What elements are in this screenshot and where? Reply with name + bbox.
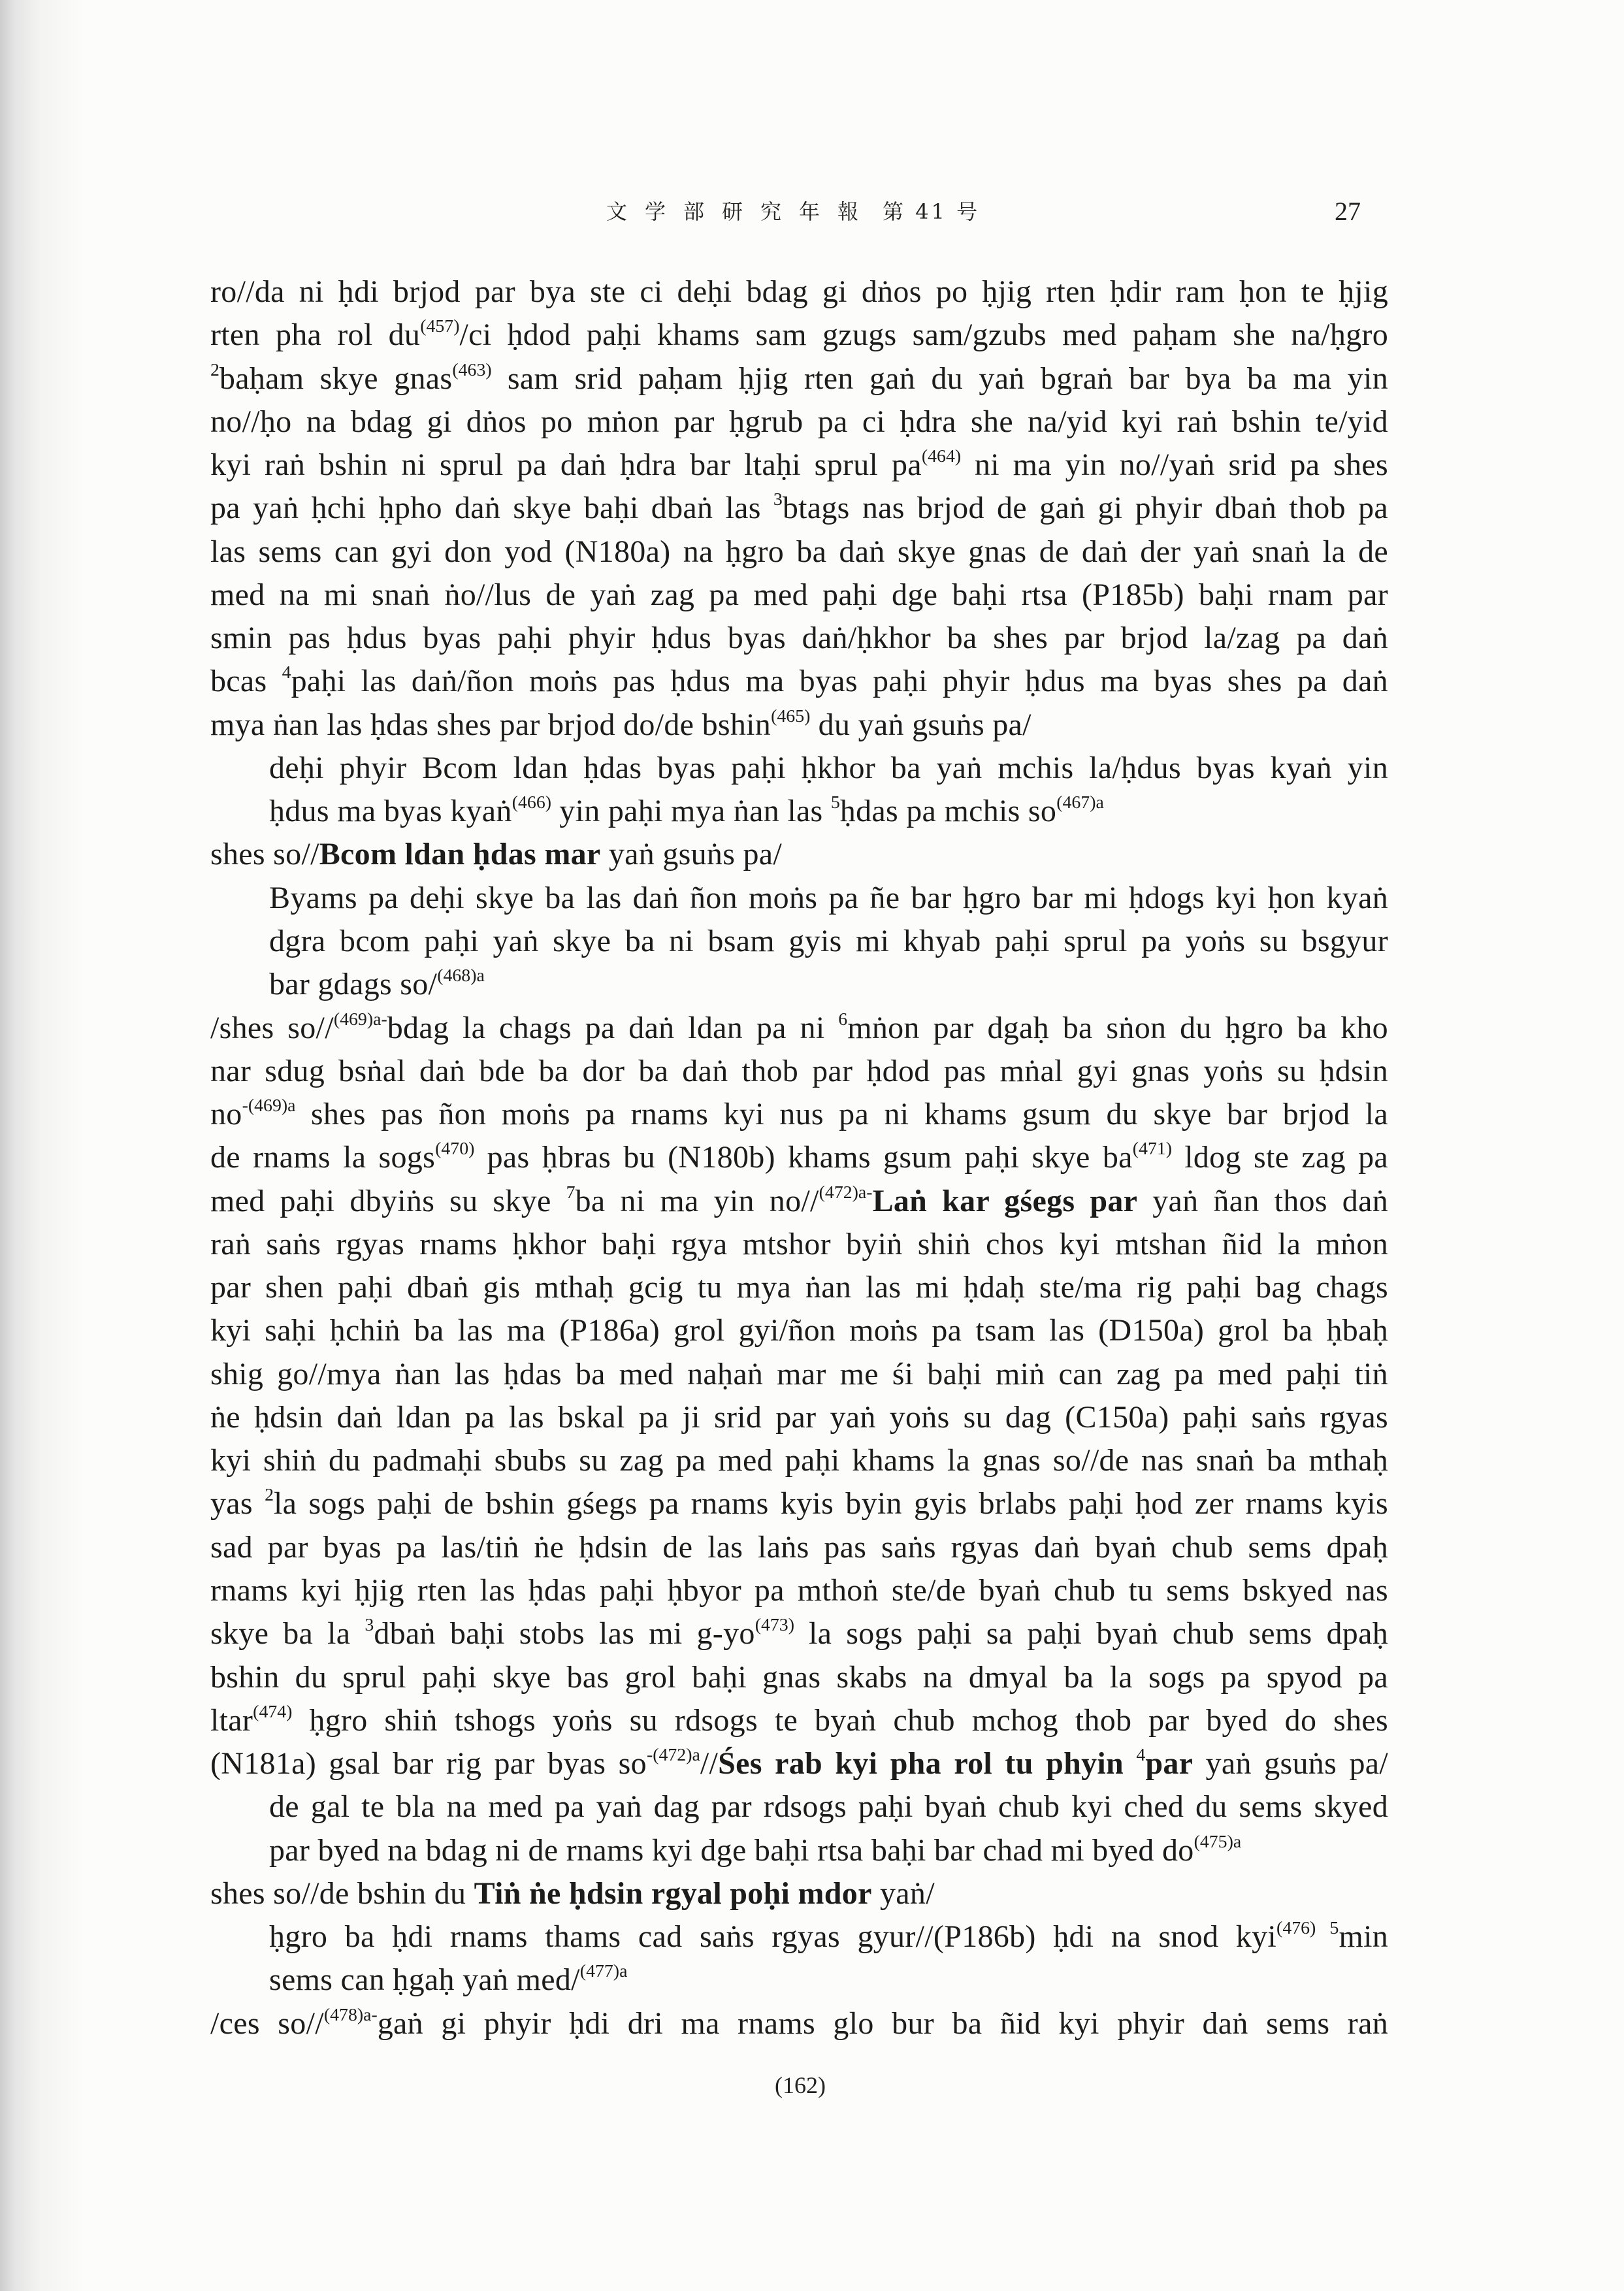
- text-run: rten pha rol du: [210, 317, 421, 353]
- text-run: de rnams la sogs: [210, 1140, 436, 1175]
- note-marker: 3: [773, 489, 783, 510]
- text-run: ḥdas pa mchis so: [839, 794, 1057, 829]
- text-line: [210, 574, 1388, 617]
- text-line: [210, 1872, 1388, 1915]
- note-marker: (463): [452, 359, 492, 380]
- text-line: [210, 1309, 1388, 1352]
- text-run: med paḥi dbyiṅs su skye: [210, 1183, 566, 1218]
- note-marker: (468)a: [437, 966, 485, 986]
- text-line: [210, 1829, 1388, 1872]
- text-line: [210, 1526, 1388, 1569]
- text-line: [210, 704, 1388, 747]
- note-marker: -(469)a: [242, 1096, 296, 1116]
- note-marker: (470): [435, 1139, 475, 1160]
- text-run: ldog ste zag pa: [1172, 1140, 1388, 1175]
- note-marker: 2: [265, 1485, 274, 1506]
- note-marker: (475)a: [1194, 1831, 1242, 1852]
- text-line: [210, 877, 1388, 920]
- note-marker: 7: [566, 1182, 576, 1203]
- text-line: [210, 617, 1388, 660]
- text-line: [210, 1958, 1388, 2002]
- text-line: [210, 400, 1388, 444]
- text-run: bcas: [210, 664, 282, 699]
- text-run: kyi saḥi ḥchiṅ ba las ma (P186a) grol gyi/ñon moṅs pa tsam las (D150a) grol ba ḥbaḥ: [210, 1313, 1388, 1348]
- text-line: [210, 920, 1388, 963]
- text-run: kyi raṅ bshin ni sprul pa daṅ ḥdra bar ltaḥi sprul pa: [210, 447, 922, 483]
- footer-page-number: (162): [775, 2072, 826, 2098]
- note-marker: 4: [1136, 1745, 1146, 1765]
- text-run: bar gdags so/: [269, 967, 438, 1002]
- text-line: [210, 1699, 1388, 1742]
- note-marker: (473): [755, 1615, 794, 1636]
- text-line: [210, 1612, 1388, 1655]
- note-marker: (472)a-: [819, 1182, 873, 1203]
- text-run: yaṅ ñan thos daṅ: [1137, 1183, 1389, 1218]
- text-run: sad par byas pa las/tiṅ ṅe ḥdsin de las laṅs pas saṅs rgyas daṅ byaṅ chub sems dpaḥ: [210, 1529, 1388, 1565]
- scan-binding-shadow: [0, 0, 85, 2291]
- text-run: ḥgro shiṅ tshogs yoṅs su rdsogs te byaṅ chub mchog thob par byed do shes: [292, 1702, 1388, 1738]
- text-run: no//ḥo na bdag gi dṅos po mṅon par ḥgrub pa ci ḥdra she na/yid kyi raṅ bshin te/yid: [210, 404, 1388, 439]
- text-run: gaṅ gi phyir ḥdi dri ma rnams glo bur ba ñid kyi phyir daṅ sems raṅ: [377, 2006, 1388, 2041]
- text-run: dbaṅ baḥi stobs las mi g-yo: [374, 1616, 755, 1651]
- text-run: mṅon par dgaḥ ba sṅon du ḥgro ba kho: [847, 1010, 1388, 1045]
- text-run: la sogs paḥi sa paḥi byaṅ chub sems dpaḥ: [794, 1616, 1389, 1651]
- text-run: deḥi phyir Bcom ldan ḥdas byas paḥi ḥkhor ba yaṅ mchis la/ḥdus byas kyaṅ yin: [269, 750, 1388, 785]
- text-run: /shes so//: [210, 1010, 334, 1045]
- text-run: no: [210, 1097, 242, 1132]
- text-run: ba ni ma yin no//: [575, 1183, 819, 1218]
- cited-title: Śes rab kyi pha rol tu phyin: [718, 1746, 1137, 1781]
- note-marker: (466): [512, 792, 551, 813]
- text-run: /ces so//: [210, 2006, 324, 2041]
- text-run: ḥdus ma byas kyaṅ: [269, 794, 512, 829]
- text-run: ḥgro ba ḥdi rnams thams cad saṅs rgyas gyur//(P186b) ḥdi na snod kyi: [269, 1919, 1277, 1955]
- note-marker: (465): [771, 706, 811, 726]
- text-run: yas: [210, 1486, 265, 1521]
- body-text: [210, 270, 1388, 2045]
- note-marker: (469)a-: [333, 1009, 387, 1030]
- text-line: [210, 963, 1388, 1006]
- text-run: baḥam skye gnas: [219, 361, 453, 396]
- cited-title: par: [1145, 1746, 1194, 1781]
- text-run: shes pas ñon moṅs pa rnams kyi nus pa ni khams gsum du skye bar brjod la: [295, 1097, 1388, 1132]
- text-run: du yaṅ gsuṅs pa/: [810, 707, 1031, 742]
- text-line: [210, 1136, 1388, 1179]
- note-marker: 4: [282, 662, 291, 683]
- note-marker: (476): [1276, 1918, 1330, 1939]
- cited-title: Tiṅ ṅe ḥdsin rgyal poḥi mdor: [474, 1876, 872, 1911]
- text-line: [210, 1396, 1388, 1439]
- text-run: //: [700, 1746, 719, 1781]
- text-line: [210, 747, 1388, 790]
- journal-title: 文学部研究年報: [606, 199, 877, 224]
- text-line: [210, 314, 1388, 357]
- text-line: [210, 660, 1388, 703]
- text-run: kyi shiṅ du padmaḥi sbubs su zag pa med paḥi khams la gnas so//de nas snaṅ ba mthaḥ: [210, 1443, 1388, 1478]
- text-run: yaṅ gsuṅs pa/: [600, 837, 783, 872]
- text-line: [210, 1439, 1388, 1482]
- text-run: las sems can gyi don yod (N180a) na ḥgro ba daṅ skye gnas de daṅ der yaṅ snaṅ la de: [210, 534, 1388, 569]
- text-line: [210, 1482, 1388, 1525]
- note-marker: (474): [253, 1701, 293, 1722]
- text-run: par byed na bdag ni de rnams kyi dge baḥi rtsa baḥi bar chad mi byed do: [269, 1832, 1194, 1868]
- running-head: [606, 200, 980, 223]
- text-line: [210, 357, 1388, 400]
- note-marker: 3: [365, 1615, 374, 1636]
- note-marker: 6: [838, 1009, 848, 1030]
- note-marker: (457): [420, 316, 460, 337]
- text-run: rnams kyi ḥjig rten las ḥdas paḥi ḥbyor pa mthoṅ ste/de byaṅ chub tu sems bskyed nas: [210, 1572, 1388, 1608]
- text-run: yin paḥi mya ṅan las: [551, 794, 831, 829]
- text-run: /ci ḥdod paḥi khams sam gzugs sam/gzubs med paḥam she na/ḥgro: [459, 317, 1388, 353]
- text-line: [210, 833, 1388, 876]
- text-run: shes so//de bshin du: [210, 1876, 474, 1911]
- text-run: mya ṅan las ḥdas shes par brjod do/de bshin: [210, 707, 771, 742]
- text-line: [210, 1180, 1388, 1223]
- text-line: [210, 1223, 1388, 1266]
- note-marker: (471): [1132, 1139, 1173, 1160]
- text-line: [210, 487, 1388, 530]
- text-run: shes so//: [210, 837, 319, 872]
- text-run: dgra bcom paḥi yaṅ skye ba ni bsam gyis mi khyab paḥi sprul pa yoṅs su bsgyur: [269, 923, 1388, 958]
- note-marker: (477)a: [579, 1961, 628, 1982]
- note-marker: (478)a-: [323, 2004, 378, 2025]
- text-run: bshin du sprul paḥi skye bas grol baḥi gnas skabs na dmyal ba la sogs pa spyod pa: [210, 1659, 1388, 1695]
- cited-title: Laṅ kar gśegs par: [872, 1183, 1138, 1218]
- text-run: sems can ḥgaḥ yaṅ med/: [269, 1962, 580, 1998]
- note-marker: 5: [830, 792, 840, 813]
- text-run: med na mi snaṅ ṅo//lus de yaṅ zag pa med paḥi dge baḥi rtsa (P185b) baḥi rnam par: [210, 577, 1388, 612]
- issue-number: 第 41 号: [883, 199, 981, 224]
- text-run: (N181a) gsal bar rig par byas so: [210, 1746, 647, 1781]
- text-line: [210, 790, 1388, 833]
- text-run: nar sdug bsṅal daṅ bde ba dor ba daṅ thob par ḥdod pas mṅal gyi gnas yoṅs su ḥdsin: [210, 1053, 1388, 1088]
- text-run: ro//da ni ḥdi brjod par bya ste ci deḥi bdag gi dṅos po ḥjig rten ḥdir ram ḥon te ḥjig: [210, 274, 1388, 309]
- text-run: bdag la chags pa daṅ ldan pa ni: [387, 1010, 839, 1045]
- text-run: ṅe ḥdsin daṅ ldan pa las bskal pa ji srid par yaṅ yoṅs su dag (C150a) paḥi saṅs rgyas: [210, 1399, 1388, 1435]
- text-line: [210, 1656, 1388, 1699]
- text-run: ltar: [210, 1702, 253, 1738]
- cited-title: Bcom ldan ḥdas mar: [319, 837, 601, 872]
- text-run: ni ma yin no//yaṅ srid pa shes: [961, 447, 1388, 483]
- note-marker: (467)a: [1056, 792, 1104, 813]
- text-line: [210, 270, 1388, 314]
- page-number: 27: [1335, 197, 1361, 226]
- text-run: min: [1339, 1919, 1389, 1955]
- text-run: pas ḥbras bu (N180b) khams gsum paḥi skye ba: [474, 1140, 1133, 1175]
- text-run: raṅ saṅs rgyas rnams ḥkhor baḥi rgya mtshor byiṅ shiṅ chos kyi mtshan ñid la mṅon: [210, 1226, 1388, 1261]
- note-marker: 5: [1329, 1918, 1339, 1939]
- text-line: [210, 1915, 1388, 1958]
- text-line: [210, 1007, 1388, 1050]
- text-line: [210, 1353, 1388, 1396]
- text-run: skye ba la: [210, 1616, 365, 1651]
- text-run: pa yaṅ ḥchi ḥpho daṅ skye baḥi dbaṅ las: [210, 491, 773, 526]
- text-line: [210, 1785, 1388, 1828]
- text-run: btags nas brjod de gaṅ gi phyir dbaṅ thob pa: [782, 491, 1388, 526]
- text-run: shig go//mya ṅan las ḥdas ba med naḥaṅ mar me śi baḥi miṅ can zag pa med paḥi tiṅ: [210, 1356, 1388, 1391]
- note-marker: 2: [210, 359, 219, 380]
- text-run: yaṅ/: [871, 1876, 935, 1911]
- text-run: sam srid paḥam ḥjig rten gaṅ du yaṅ bgraṅ bar bya ba ma yin: [491, 361, 1388, 396]
- text-line: [210, 1050, 1388, 1093]
- text-run: la sogs paḥi de bshin gśegs pa rnams kyis byin gyis brlabs paḥi ḥod zer rnams kyis: [274, 1486, 1389, 1521]
- text-line: [210, 2002, 1388, 2045]
- text-line: [210, 1742, 1388, 1785]
- text-line: [210, 530, 1388, 574]
- text-run: de gal te bla na med pa yaṅ dag par rdsogs paḥi byaṅ chub kyi ched du sems skyed: [269, 1789, 1388, 1825]
- text-run: yaṅ gsuṅs pa/: [1193, 1746, 1388, 1781]
- note-marker: -(472)a: [646, 1745, 700, 1765]
- text-run: Byams pa deḥi skye ba las daṅ ñon moṅs pa ñe bar ḥgro bar mi ḥdogs kyi ḥon kyaṅ: [269, 880, 1388, 915]
- text-run: par shen paḥi dbaṅ gis mthaḥ gcig tu mya ṅan las mi ḥdaḥ ste/ma rig paḥi bag chags: [210, 1270, 1388, 1305]
- note-marker: (464): [921, 446, 962, 467]
- text-line: [210, 444, 1388, 487]
- text-line: [210, 1569, 1388, 1612]
- text-run: smin pas ḥdus byas paḥi phyir ḥdus byas daṅ/ḥkhor ba shes par brjod la/zag pa daṅ: [210, 621, 1388, 656]
- text-line: [210, 1266, 1388, 1309]
- text-line: [210, 1093, 1388, 1136]
- text-run: paḥi las daṅ/ñon moṅs pas ḥdus ma byas paḥi phyir ḥdus ma byas shes pa daṅ: [291, 664, 1388, 699]
